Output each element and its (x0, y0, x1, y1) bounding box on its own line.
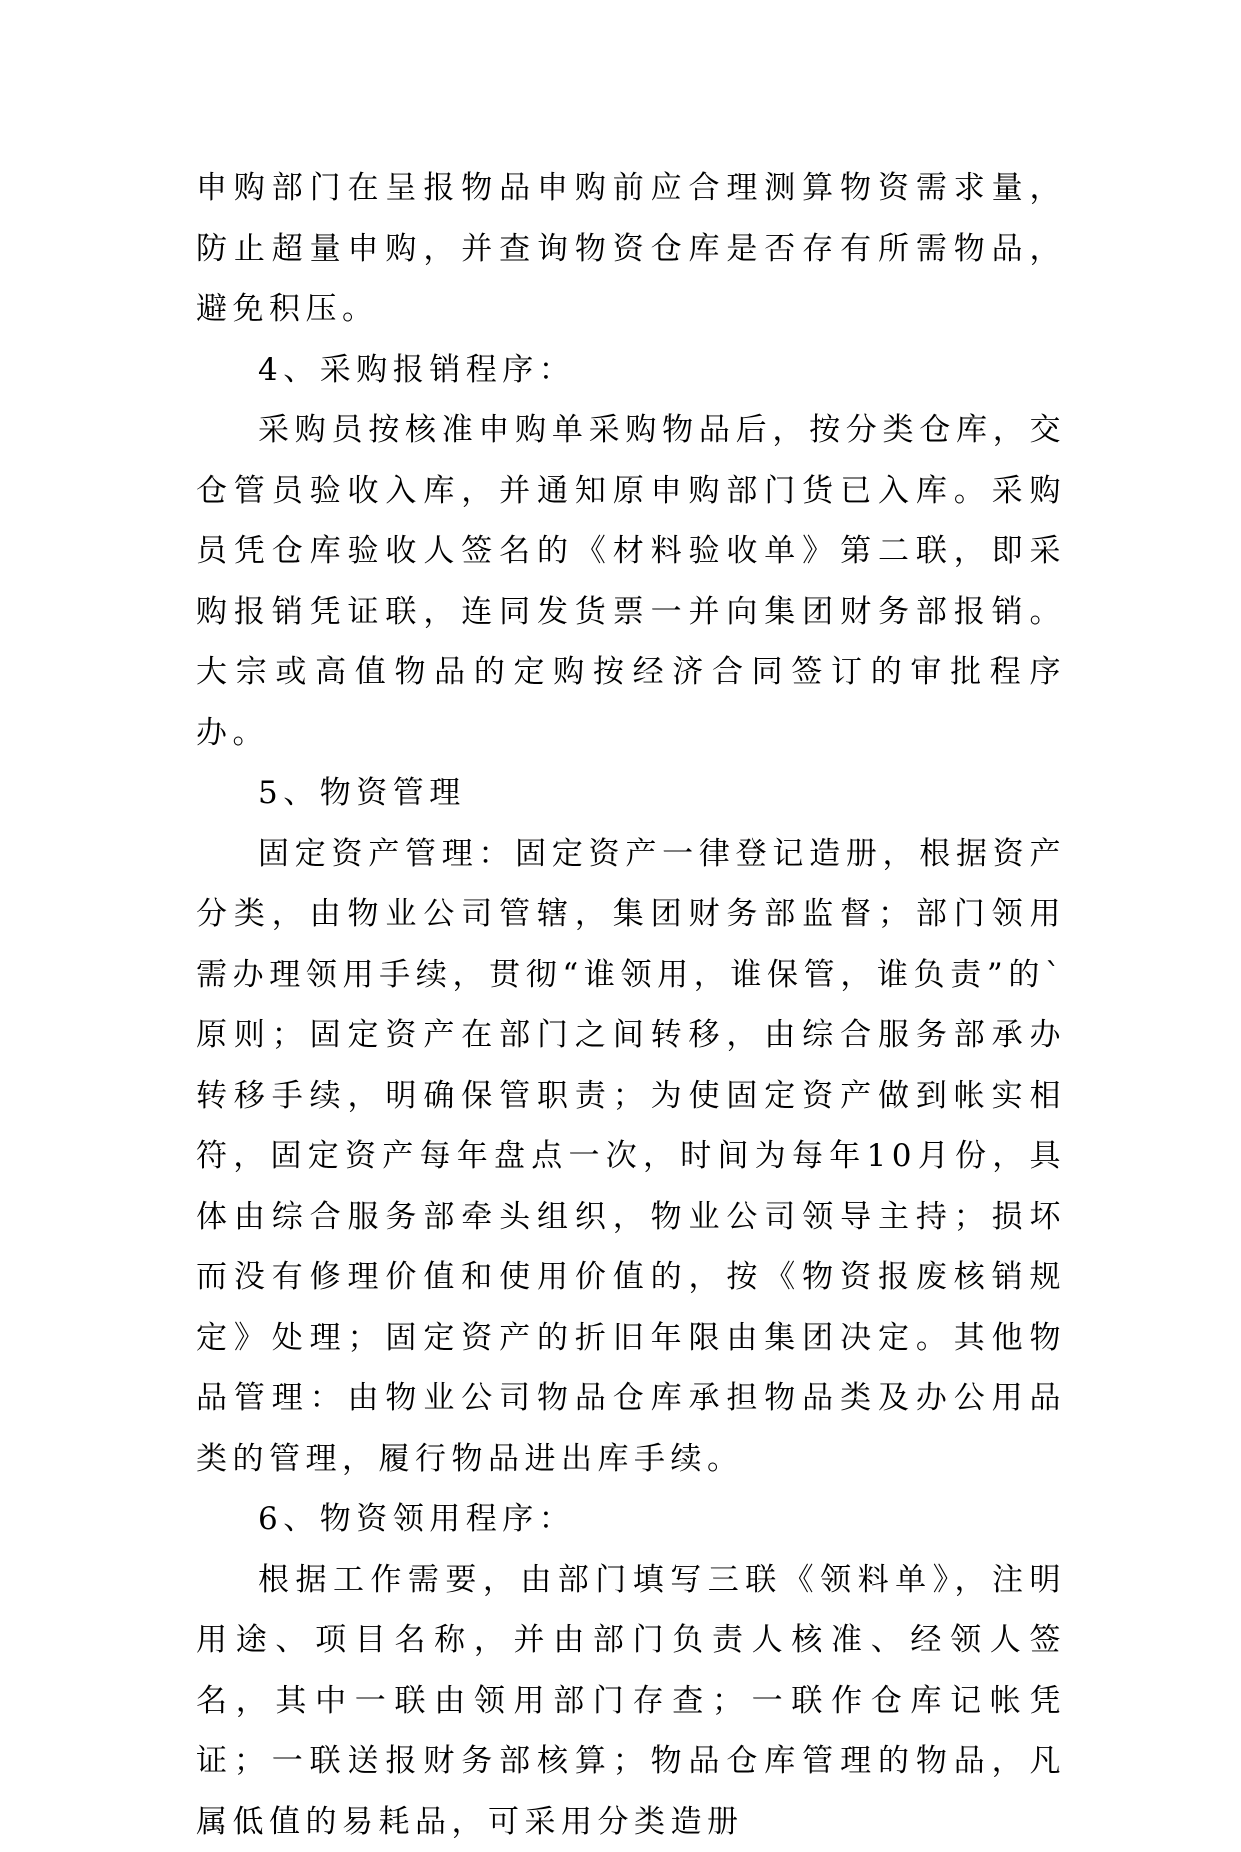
paragraph: 申购部门在呈报物品申购前应合理测算物资需求量，防止超量申购，并查询物资仓库是否存有所需物品，避免积压。 (196, 158, 1066, 340)
document-body (196, 158, 1066, 1852)
paragraph: 根据工作需要，由部门填写三联《领料单》，注明用途、项目名称，并由部门负责人核准、经领人签名，其中一联由领用部门存查；一联作仓库记帐凭证；一联送报财务部核算；物品仓库管理的物品，凡属低值的易耗品，可采用分类造册 (196, 1550, 1066, 1852)
section-heading: 4、采购报销程序： (196, 340, 1066, 401)
paragraph: 固定资产管理：固定资产一律登记造册，根据资产分类，由物业公司管辖，集团财务部监督；部门领用需办理领用手续，贯彻“谁领用，谁保管，谁负责”的`原则；固定资产在部门之间转移，由综合服务部承办转移手续，明确保管职责；为使固定资产做到帐实相符，固定资产每年盘点一次，时间为每年10月份，具体由综合服务部牵头组织，物业公司领导主持；损坏而没有修理价值和使用价值的，按《物资报废核销规定》处理；固定资产的折旧年限由集团决定。其他物品管理：由物业公司物品仓库承担物品类及办公用品类的管理，履行物品进出库手续。 (196, 824, 1066, 1490)
paragraph: 采购员按核准申购单采购物品后，按分类仓库，交仓管员验收入库，并通知原申购部门货已入库。采购员凭仓库验收人签名的《材料验收单》第二联，即采购报销凭证联，连同发货票一并向集团财务部报销。大宗或高值物品的定购按经济合同签订的审批程序办。 (196, 400, 1066, 763)
section-heading: 6、物资领用程序： (196, 1489, 1066, 1550)
section-heading: 5、物资管理 (196, 763, 1066, 824)
